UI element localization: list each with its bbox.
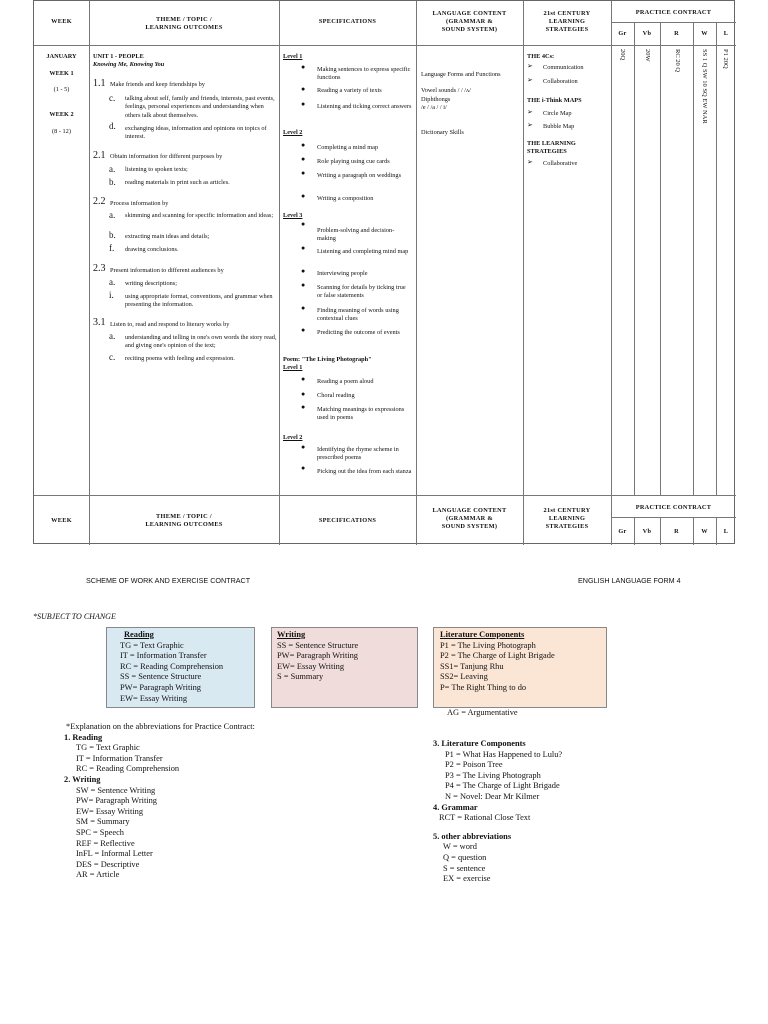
header-r: R (674, 528, 679, 535)
abbr-line: S = sentence (443, 863, 486, 873)
header-gr: Gr (618, 528, 627, 535)
legend-line: EW= Essay Writing (120, 693, 188, 703)
arrow-icon: ➢ (527, 62, 533, 70)
item-label: a. (109, 164, 116, 174)
bullet-icon: ● (301, 443, 306, 451)
bullet-icon: ● (301, 403, 306, 411)
abbr-line: IT = Information Transfer (76, 753, 163, 763)
abbr-line: PW= Paragraph Writing (76, 796, 157, 806)
abbr-line: EX = exercise (443, 874, 491, 884)
abbr-line: Q = question (443, 852, 487, 862)
outcome-text: Listen to, read and respond to literary works by (110, 321, 230, 328)
explanation-left-column (66, 722, 255, 881)
item-label: b. (109, 177, 116, 187)
legend-line: SS2= Leaving (440, 672, 488, 682)
arrow-icon: ➢ (527, 121, 533, 129)
legend-line: P1 = The Living Photograph (440, 640, 536, 650)
c21-item: Collaboration (543, 78, 578, 85)
header-week: WEEK (51, 517, 72, 524)
bullet-icon: ● (301, 155, 306, 163)
outcome-number: 2.2 (93, 196, 106, 207)
header-language-content: LANGUAGE CONTENT (GRAMMAR & SOUND SYSTEM) (432, 10, 507, 33)
abbr-line: P4 = The Charge of Light Brigade (445, 781, 560, 791)
section-heading: 2. Writing (64, 774, 101, 784)
bullet-icon: ● (301, 141, 306, 149)
footer-left: SCHEME OF WORK AND EXERCISE CONTRACT (86, 576, 251, 585)
item-label: d. (109, 121, 116, 131)
item-text: skimming and scanning for specific information and ideas; (125, 212, 274, 219)
item-text: writing descriptions; (125, 280, 177, 287)
arrow-icon: ➢ (527, 158, 533, 166)
item-text: drawing conclusions. (125, 246, 179, 253)
literature-legend-box (433, 627, 607, 708)
spec-item: Making sentences to express specific functions (317, 66, 411, 82)
subject-to-change-note: *SUBJECT TO CHANGE (33, 612, 116, 621)
spec-level-heading: Level 2 (283, 434, 303, 441)
spec-item: Predicting the outcome of events (317, 329, 400, 336)
col-divider (416, 1, 417, 545)
spec-item: Reading a variety of texts (317, 87, 382, 94)
writing-legend-box (271, 627, 418, 708)
item-label: f. (109, 243, 115, 253)
legend-line: PW= Paragraph Writing (120, 682, 201, 692)
col-divider (611, 1, 612, 545)
spec-item: Scanning for details by ticking true or false statements (317, 284, 406, 300)
header-w: W (701, 528, 708, 535)
spec-item: Matching meanings to expressions used in poems (317, 406, 405, 422)
header-specifications: SPECIFICATIONS (318, 517, 377, 524)
c21-item: Communication (543, 64, 584, 71)
legend-line: TG = Text Graphic (120, 640, 184, 650)
practice-gr-value: 20Q (619, 49, 626, 61)
item-label: c. (109, 352, 116, 362)
col-divider (660, 45, 661, 496)
legend-line: S = Summary (277, 672, 324, 682)
row-divider (611, 517, 736, 518)
writing-legend-title: Writing (277, 630, 306, 639)
legend-line: SS = Sentence Structure (120, 672, 202, 682)
ag-line: AG = Argumentative (447, 708, 518, 717)
legend-line: PW= Paragraph Writing (277, 651, 358, 661)
header-l: L (723, 528, 729, 535)
section-heading: 3. Literature Components (433, 739, 526, 748)
header-practice-contract: PRACTICE CONTRACT (635, 504, 712, 511)
header-theme: THEME / TOPIC / LEARNING OUTCOMES (145, 513, 223, 528)
outcome-text: Present information to different audiences by (110, 267, 224, 274)
col-divider (279, 1, 280, 545)
explanation-title: *Explanation on the abbreviations for Practice Contract: (66, 722, 255, 731)
bullet-icon: ● (301, 464, 306, 472)
section-heading: 4. Grammar (433, 802, 478, 812)
header-week: WEEK (51, 18, 72, 25)
item-label: a. (109, 277, 116, 287)
item-text: reciting poems with feeling and expression. (125, 355, 235, 362)
header-vb: Vb (642, 528, 652, 535)
bullet-icon: ● (301, 281, 306, 289)
literature-legend-title: Literature Components (440, 630, 525, 639)
item-text: listening to spoken texts; (125, 166, 188, 173)
header-r: R (674, 30, 679, 37)
col-divider (523, 1, 524, 545)
c21-item: Collaborative (543, 160, 578, 167)
header-21st-century: 21st CENTURY LEARNING STRATEGIES (543, 507, 591, 530)
abbr-line: SW = Sentence Writing (76, 785, 156, 795)
c21-heading: THE i-Think MAPS (527, 97, 582, 104)
header-l: L (723, 30, 729, 37)
spec-item: Reading a poem aloud (317, 378, 374, 385)
spec-item: Writing a composition (317, 195, 374, 202)
header-vb: Vb (642, 30, 652, 37)
abbr-line: P1 = What Has Happened to Lulu? (445, 749, 563, 759)
spec-level-heading: Level 2 (283, 129, 303, 136)
legend-line: EW= Essay Writing (277, 661, 345, 671)
header-gr: Gr (618, 30, 627, 37)
month-label: JANUARY (46, 53, 77, 60)
legend-line: IT = Information Transfer (120, 651, 207, 661)
item-label: b. (109, 230, 116, 240)
spec-level-heading: Level 1 (283, 364, 303, 371)
col-divider (89, 1, 90, 545)
item-text: reading materials in print such as articles. (125, 179, 230, 186)
spec-item: Identifying the rhyme scheme in prescribed poems (317, 446, 399, 462)
lang-line: Vowel sounds / / /ʌ/ (421, 87, 471, 94)
c21-heading: THE LEARNING STRATEGIES (527, 140, 576, 156)
abbr-line: InFL = Informal Letter (76, 849, 153, 859)
item-text: talking about self, family and friends, interests, past events, feelings, personal experiences and understanding when others talk about themselves. (125, 95, 275, 119)
abbr-line: DES = Descriptive (76, 859, 140, 869)
abbr-line: TG = Text Graphic (76, 743, 140, 753)
spec-item: Finding meaning of words using contextual clues (317, 307, 399, 323)
abbr-line: SPC = Speech (76, 827, 124, 837)
lang-line: Language Forms and Functions (421, 71, 501, 78)
bullet-icon: ● (301, 304, 306, 312)
week1-range: (1 - 5) (53, 86, 70, 93)
explanation-right-column (433, 739, 562, 885)
scheme-of-work-table (33, 0, 735, 544)
reading-legend-title: Reading (124, 630, 154, 639)
abbr-line: P2 = Poison Tree (445, 760, 503, 770)
outcome-text: Make friends and keep friendships by (110, 81, 205, 88)
bullet-icon: ● (301, 326, 306, 334)
header-language-content: LANGUAGE CONTENT (GRAMMAR & SOUND SYSTEM) (432, 507, 507, 530)
arrow-icon: ➢ (527, 108, 533, 116)
outcome-number: 2.1 (93, 150, 106, 161)
spec-item: Problem-solving and decision-making (317, 227, 395, 243)
bullet-icon: ● (301, 267, 306, 275)
abbr-line: P3 = The Living Photograph (445, 770, 541, 780)
header-specifications: SPECIFICATIONS (318, 18, 377, 25)
lang-line: /e / /a / / i/ (421, 104, 447, 111)
legend-line: P2 = The Charge of Light Brigade (440, 651, 555, 661)
row-divider (34, 495, 736, 496)
col-divider (634, 22, 635, 496)
abbr-line: RCT = Rational Close Text (439, 813, 531, 823)
reading-legend-box (106, 627, 255, 708)
item-label: a. (109, 210, 116, 220)
abbr-line: EW= Essay Writing (76, 806, 144, 816)
legend-line: SS = Sentence Structure (277, 640, 359, 650)
row-divider (611, 22, 736, 23)
week1-label: WEEK 1 (49, 70, 74, 77)
legend-line: RC = Reading Comprehension (120, 661, 224, 671)
spec-level-heading: Level 1 (283, 53, 303, 60)
abbr-line: REF = Reflective (76, 838, 135, 848)
practice-vb-value: 20W (644, 49, 651, 62)
bullet-icon: ● (301, 100, 306, 108)
abbr-line: N = Novel: Dear Mr Kilmer (445, 791, 540, 801)
section-heading: 1. Reading (64, 732, 103, 742)
row-divider (34, 45, 736, 46)
header-w: W (701, 30, 708, 37)
c21-item: Circle Map (543, 110, 572, 117)
unit-subtitle: Knowing Me, Knowing You (93, 61, 165, 68)
item-label: a. (109, 331, 116, 341)
outcome-number: 2.3 (93, 263, 106, 274)
spec-item: Writing a paragraph on weddings (317, 172, 402, 179)
abbr-line: W = word (443, 842, 477, 852)
bullet-icon: ● (301, 169, 306, 177)
spec-item: Interviewing people (317, 270, 368, 277)
item-text: using appropriate format, conventions, and grammar when presenting the information. (125, 293, 273, 309)
abbr-line: RC = Reading Comprehension (76, 764, 180, 774)
spec-item: Listening and ticking correct answers (317, 103, 412, 110)
lang-line: Dictionary Skills (421, 129, 464, 136)
practice-r-value: RC 20 Q (674, 49, 681, 73)
legend-line: SS1= Tanjung Rhu (440, 661, 504, 671)
poem-title: Poem: "The Living Photograph" (283, 356, 372, 363)
bullet-icon: ● (301, 375, 306, 383)
abbr-line: SM = Summary (76, 817, 130, 827)
bullet-icon: ● (301, 390, 306, 398)
item-text: extracting main ideas and details; (125, 233, 210, 240)
spec-item: Listening and completing mind map (317, 248, 409, 255)
practice-l-value: P1 20Q (722, 49, 729, 69)
c21-heading: THE 4Cs: (527, 53, 555, 60)
bullet-icon: ● (301, 63, 306, 71)
section-heading: 5. other abbreviations (433, 831, 512, 841)
spec-item: Picking out the idea from each stanza (317, 468, 412, 475)
spec-item: Choral reading (317, 392, 355, 399)
c21-item: Bubble Map (543, 123, 575, 130)
col-divider (693, 22, 694, 496)
outcome-number: 3.1 (93, 317, 106, 328)
lang-line: Diphthongs (421, 96, 451, 103)
spec-level-heading: Level 3 (283, 212, 303, 219)
week2-label: WEEK 2 (49, 111, 74, 118)
unit-title: UNIT 1 - PEOPLE (93, 53, 144, 60)
bullet-icon: ● (301, 192, 306, 200)
practice-w-value: SS 1 Q SW 10 SQ EW NAR (701, 49, 708, 124)
outcome-text: Process information by (110, 200, 169, 207)
bullet-icon: ● (301, 85, 306, 93)
bullet-icon: ● (301, 220, 306, 228)
spec-item: Role playing using cue cards (317, 158, 390, 165)
header-21st-century: 21st CENTURY LEARNING STRATEGIES (543, 10, 591, 33)
bullet-icon: ● (301, 244, 306, 252)
header-practice-contract: PRACTICE CONTRACT (635, 9, 712, 16)
outcome-text: Obtain information for different purposes by (110, 153, 223, 160)
item-text: understanding and telling in one's own words the story read, and giving one's opinion of the text; (125, 334, 277, 350)
header-theme: THEME / TOPIC / LEARNING OUTCOMES (145, 16, 223, 31)
col-divider (716, 22, 717, 496)
outcome-number: 1.1 (93, 78, 106, 89)
footer-right: ENGLISH LANGUAGE FORM 4 (578, 576, 681, 585)
arrow-icon: ➢ (527, 76, 533, 84)
item-label: i. (109, 290, 114, 300)
abbr-line: AR = Article (76, 870, 120, 880)
week2-range: (8 - 12) (52, 128, 71, 135)
spec-item: Completing a mind map (317, 144, 379, 151)
item-text: exchanging ideas, information and opinions on topics of interest. (125, 125, 267, 141)
item-label: c. (109, 93, 116, 103)
legend-line: P= The Right Thing to do (440, 682, 527, 692)
